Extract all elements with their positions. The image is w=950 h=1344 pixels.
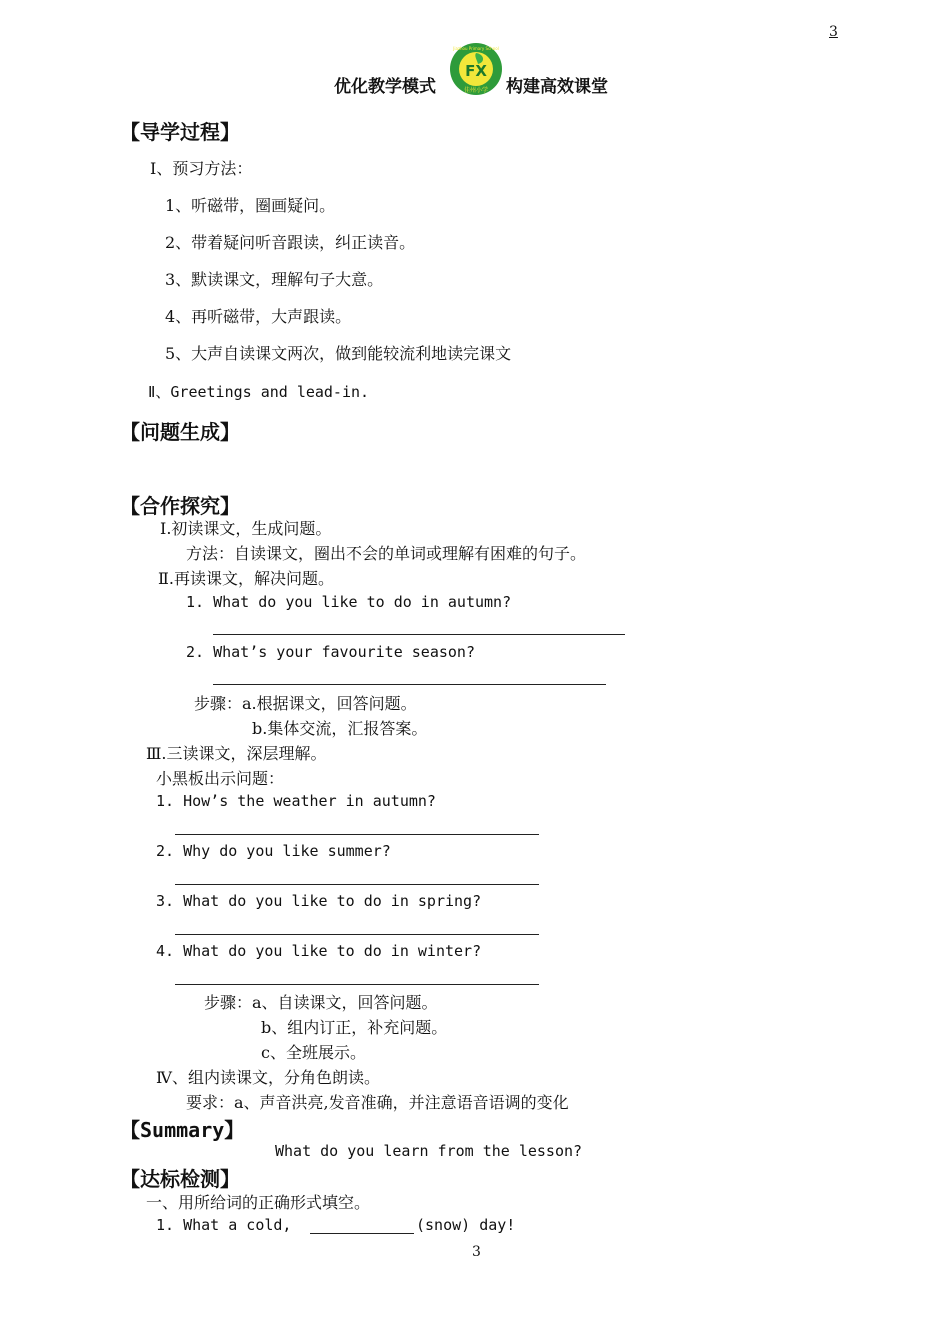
section-title-guide: 【导学过程】 — [120, 120, 240, 144]
coop-item-2: Ⅱ.再读课文，解决问题。 — [158, 569, 334, 588]
page-number-bottom: 3 — [472, 1244, 481, 1260]
coop-item-1: Ⅰ.初读课文，生成问题。 — [160, 519, 332, 538]
header-left-title: 优化教学模式 — [334, 77, 436, 97]
board-step-1: 步骤：a、自读课文，回答问题。 — [204, 993, 438, 1012]
summary-question: What do you learn from the lesson? — [275, 1142, 583, 1160]
answer-line — [175, 934, 539, 935]
fill-blank-line — [310, 1233, 414, 1234]
coop-requirement: 要求：a、声音洪亮,发音准确，并注意语音语调的变化 — [186, 1093, 569, 1112]
coop-item-3: Ⅲ.三读课文，深层理解。 — [146, 744, 327, 763]
section-title-assessment: 【达标检测】 — [120, 1167, 240, 1191]
guide-line-7: Ⅱ、Greetings and lead-in. — [148, 383, 370, 401]
guide-line-5: 4、再听磁带，大声跟读。 — [165, 307, 352, 326]
assessment-line-1: 一、用所给词的正确形式填空。 — [146, 1193, 371, 1212]
coop-step-1: 步骤：a.根据课文，回答问题。 — [194, 694, 417, 713]
coop-question-1: 1. What do you like to do in autumn? — [186, 593, 512, 611]
logo-letters: FX — [465, 62, 487, 80]
exercise-1-start: 1. What a cold, — [156, 1216, 292, 1234]
guide-line-1: Ⅰ、预习方法： — [150, 159, 253, 178]
guide-line-3: 2、带着疑问听音跟读，纠正读音。 — [165, 233, 416, 252]
answer-line — [213, 634, 625, 635]
board-question-3: 3. What do you like to do in spring? — [156, 892, 482, 910]
page-number-top: 3 — [829, 24, 838, 40]
logo-ring-text: Jiazhou Primary School — [453, 46, 499, 51]
section-title-cooperation: 【合作探究】 — [120, 494, 240, 518]
logo-bottom-text: 佳州小学 — [463, 87, 489, 94]
blackboard-label: 小黑板出示问题： — [156, 769, 285, 788]
section-title-questions: 【问题生成】 — [120, 420, 240, 444]
coop-item-4: Ⅳ、组内读课文，分角色朗读。 — [156, 1068, 380, 1087]
board-question-1: 1. How’s the weather in autumn? — [156, 792, 436, 810]
section-title-summary: 【Summary】 — [120, 1118, 245, 1142]
board-question-4: 4. What do you like to do in winter? — [156, 942, 482, 960]
school-logo — [448, 42, 504, 96]
answer-line — [213, 684, 606, 685]
answer-line — [175, 984, 539, 985]
board-step-3: c、全班展示。 — [261, 1043, 366, 1062]
answer-line — [175, 884, 539, 885]
board-step-2: b、组内订正，补充问题。 — [261, 1018, 448, 1037]
header-right-title: 构建高效课堂 — [506, 77, 608, 97]
answer-line — [175, 834, 539, 835]
coop-step-2: b.集体交流，汇报答案。 — [252, 719, 428, 738]
guide-line-6: 5、大声自读课文两次，做到能较流利地读完课文 — [165, 344, 512, 363]
guide-line-4: 3、默读课文，理解句子大意。 — [165, 270, 384, 289]
coop-item-1-method: 方法：自读课文，圈出不会的单词或理解有困难的句子。 — [186, 544, 587, 563]
board-question-2: 2. Why do you like summer? — [156, 842, 391, 860]
guide-line-2: 1、听磁带，圈画疑问。 — [165, 196, 336, 215]
coop-question-2: 2. What’s your favourite season? — [186, 643, 475, 661]
exercise-1-end: (snow) day! — [416, 1216, 516, 1234]
